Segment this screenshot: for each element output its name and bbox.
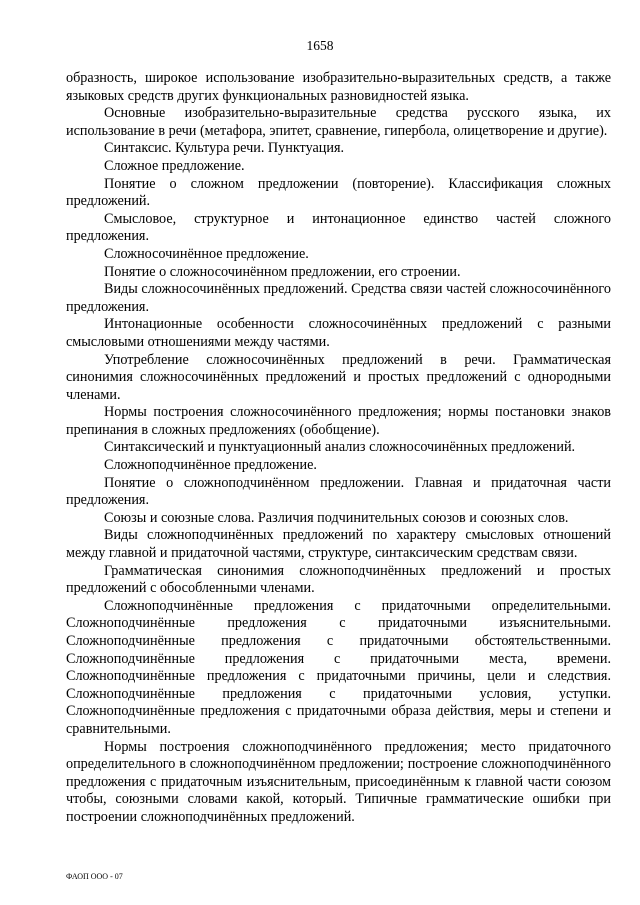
- page-number: 1658: [306, 38, 334, 53]
- footer-code: ФАОП ООО - 07: [66, 872, 123, 881]
- paragraph: Понятие о сложноподчинённом предложении. Главная и придаточная части предложения.: [66, 474, 611, 509]
- paragraph: Синтаксический и пунктуационный анализ сложносочинённых предложений.: [104, 439, 576, 456]
- paragraph: Союзы и союзные слова. Различия подчинительных союзов и союзных слов.: [104, 509, 569, 526]
- paragraph: образность, широкое использование изобразительно-выразительных средств, а также языковых средств других функциональных разновидностей языка.: [66, 70, 611, 104]
- paragraph: Виды сложносочинённых предложений. Средства связи частей сложносочинённого предложения.: [66, 281, 611, 315]
- paragraph: Сложное предложение.: [104, 157, 245, 174]
- paragraph: Понятие о сложном предложении (повторение). Классификация сложных предложений.: [66, 175, 611, 210]
- paragraph: Употребление сложносочинённых предложений в речи. Грамматическая синонимия сложносочинённых предложений и простых предложений с однородными членами.: [66, 351, 611, 403]
- paragraph: Виды сложноподчинённых предложений по характеру смысловых отношений между главной и придаточной частями, структуре, синтаксическим средствам связи.: [66, 527, 611, 562]
- paragraph: Смысловое, структурное и интонационное единство частей сложного предложения.: [66, 210, 611, 245]
- paragraph: Нормы построения сложносочинённого предложения; нормы постановки знаков препинания в сложных предложениях (обобщение).: [66, 404, 611, 438]
- document-body: [66, 70, 611, 827]
- paragraph: Грамматическая синонимия сложноподчинённых предложений и простых предложений с обособленными членами.: [66, 562, 611, 597]
- paragraph: Интонационные особенности сложносочинённых предложений с разными смысловыми отношениями между частями.: [66, 316, 611, 350]
- paragraph: Основные изобразительно-выразительные средства русского языка, их использование в речи (метафора, эпитет, сравнение, гипербола, олицетворение и другие).: [66, 105, 611, 139]
- paragraph: Понятие о сложносочинённом предложении, его строении.: [104, 263, 461, 280]
- paragraph: Сложноподчинённые предложения с придаточными определительными. Сложноподчинённые предложения с придаточными изъяснительными. Сложноподчинённые предложения с придаточными обстоятельственными. Сложноподчинённые предложения с придаточными места, времени. Сложноподчинённые предложения с придаточными причины, цели и следствия. Сложноподчинённые предложения с придаточными условия, уступки. Сложноподчинённые предложения с придаточными образа действия, меры и степени и сравнительными.: [66, 597, 611, 737]
- paragraph: Нормы построения сложноподчинённого предложения; место придаточного определительного в сложноподчинённом предложении; построение сложноподчинённого предложения с придаточным изъяснительным, присоединённым к главной части союзом чтобы, союзными словами какой, который. Типичные грамматические ошибки при построении сложноподчинённых предложений.: [66, 738, 611, 825]
- paragraph: Сложносочинённое предложение.: [104, 245, 309, 262]
- paragraph: Сложноподчинённое предложение.: [104, 457, 317, 474]
- paragraph: Синтаксис. Культура речи. Пунктуация.: [104, 140, 345, 157]
